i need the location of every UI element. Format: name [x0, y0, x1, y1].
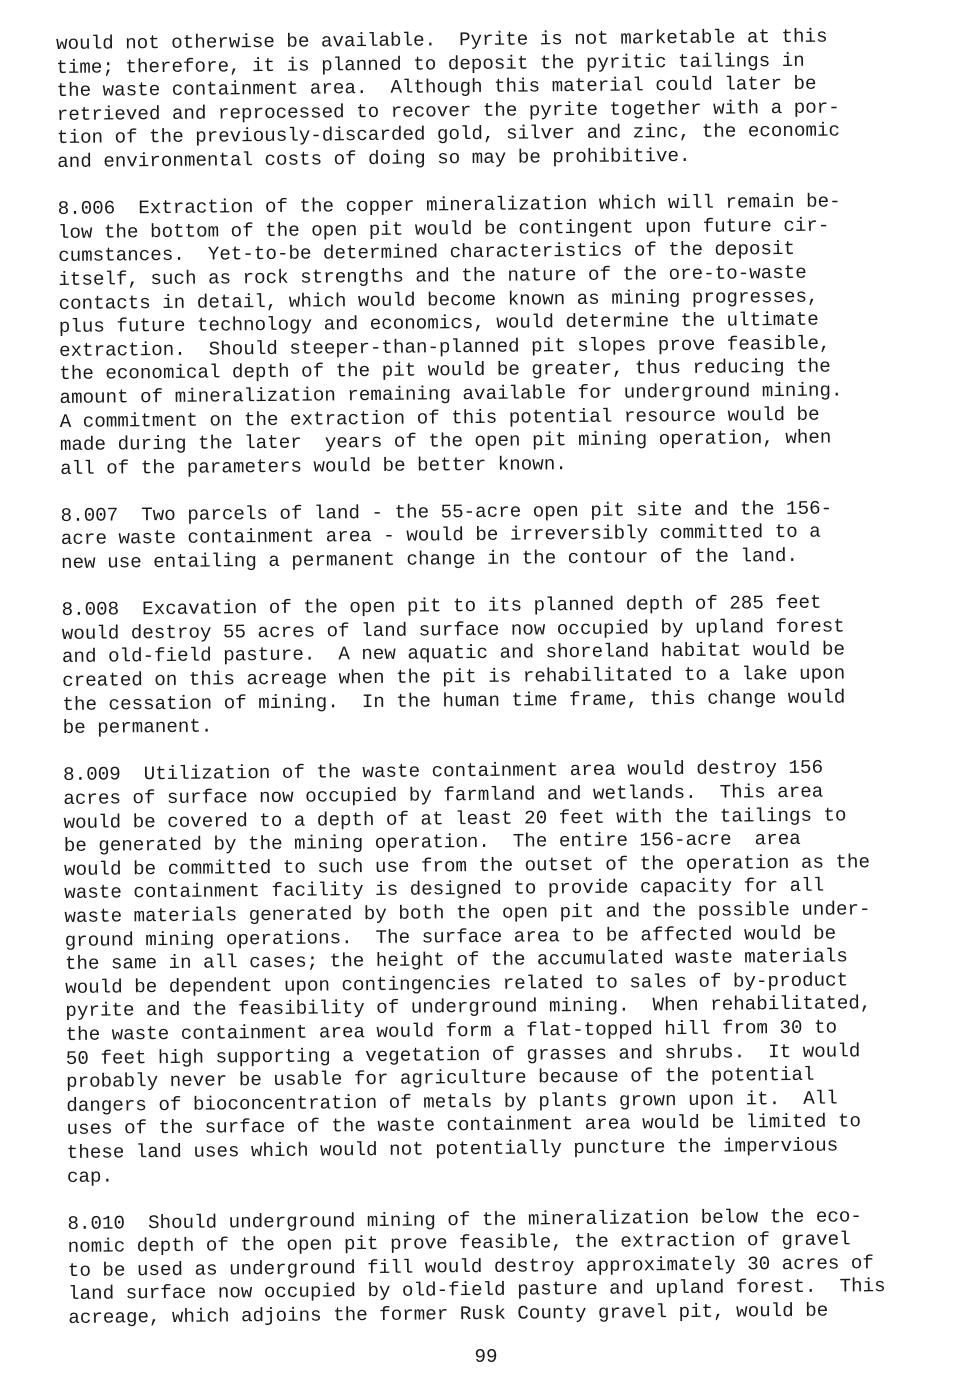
text-line: would be covered to a depth of at least 20 feet with the tailings to	[63, 804, 847, 834]
text-line: probably never be usable for agriculture because of the potential	[65, 1063, 815, 1094]
text-line: dangers of bioconcentration of metals by plants grown upon it. All	[66, 1087, 838, 1117]
text-line: would destroy 55 acres of land surface now occupied by upland forest	[61, 615, 845, 645]
text-line: 50 feet high supporting a vegetation of grasses and shrubs. It would	[65, 1039, 861, 1070]
text-line: cap.	[66, 1165, 114, 1188]
text-line: nomic depth of the open pit prove feasible, the extraction of gravel	[67, 1228, 851, 1259]
text-line: A commitment on the extraction of this potential resource would be	[59, 403, 820, 433]
text-line: to be used as underground fill would destroy approximately 30 acres of	[67, 1252, 874, 1282]
text-line: time; therefore, it is planned to deposit the pyritic tailings in	[56, 49, 805, 79]
text-line: would be committed to such use from the outset of the operation as the	[63, 851, 871, 881]
text-line: acreage, which adjoins the former Rusk County gravel pit, would be	[68, 1299, 829, 1330]
text-line: the economical depth of the pit would be greater, thus reducing the	[59, 355, 831, 386]
text-line: ground mining operations. The surface area to be affected would be	[64, 922, 837, 952]
text-line: the cessation of mining. In the human time frame, this change would	[62, 686, 846, 716]
text-line: all of the parameters would be better known.	[60, 452, 567, 480]
text-line: acre waste containment area - would be irreversibly committed to a	[60, 521, 821, 551]
text-line: 8.007 Two parcels of land - the 55-acre open pit site and the 156-	[60, 497, 833, 527]
text-line: these land uses which would not potentially puncture the impervious	[66, 1134, 839, 1164]
text-line: 8.008 Excavation of the open pit to its planned depth of 285 feet	[61, 591, 822, 622]
text-line: the same in all cases; the height of the accumulated waste materials	[64, 945, 848, 976]
page-number: 99	[474, 1346, 498, 1368]
paragraph-8-007	[61, 497, 892, 576]
paragraph-8-009	[63, 756, 897, 1189]
body-text	[56, 25, 899, 1354]
text-line: made during the later years of the open pit mining operation, when	[59, 426, 832, 457]
text-line: new use entailing a permanent change in the contour of the land.	[60, 544, 799, 575]
paragraph-8-008	[61, 591, 892, 741]
text-line: amount of mineralization remaining available for underground mining.	[59, 379, 843, 409]
text-line: land surface now occupied by old-field pasture and upland forest. This	[68, 1275, 886, 1306]
paragraph-continuation	[56, 25, 887, 175]
text-line: low the bottom of the open pit would be contingent upon future cir-	[57, 214, 830, 244]
text-line: acres of surface now occupied by farmland and wetlands. This area	[63, 780, 824, 810]
text-line: would be dependent upon contingencies related to sales of by-product	[65, 969, 849, 999]
text-line: the waste containment area would form a flat-topped hill from 30 to	[65, 1016, 838, 1046]
text-line: 8.006 Extraction of the copper mineralization which will remain be-	[57, 190, 841, 221]
text-line: and old-field pasture. A new aquatic and shoreland habitat would be	[61, 638, 846, 669]
text-line: uses of the surface of the waste containment area would be limited to	[66, 1110, 862, 1141]
paragraph-8-010	[67, 1205, 898, 1331]
text-line: itself, such as rock strengths and the nature of the ore-to-waste	[58, 261, 807, 291]
text-line: be generated by the mining operation. The entire 156-acre area	[63, 828, 801, 858]
text-line: cumstances. Yet-to-be determined characteristics of the deposit	[58, 238, 796, 268]
text-line: plus future technology and economics, would determine the ultimate	[58, 308, 819, 339]
text-line: waste containment facility is designed to provide capacity for all	[64, 875, 825, 905]
text-line: contacts in detail, which would become known as mining progresses,	[58, 285, 819, 315]
text-line: the waste containment area. Although this material could later be	[56, 72, 817, 103]
text-line: would not otherwise be available. Pyrite is not marketable at this	[56, 25, 828, 55]
text-line: be permanent.	[62, 715, 213, 740]
text-line: and environmental costs of doing so may be prohibitive.	[57, 144, 691, 173]
text-line: 8.010 Should underground mining of the mineralization below the eco-	[67, 1205, 862, 1235]
text-line: created on this acreage when the pit is rehabilitated to a lake upon	[62, 662, 846, 693]
text-line: waste materials generated by both the open pit and the possible under-	[64, 898, 871, 928]
text-line: tion of the previously-discarded gold, silver and zinc, the economic	[56, 119, 841, 150]
text-line: pyrite and the feasibility of underground mining. When rehabilitated,	[65, 992, 872, 1023]
text-line: retrieved and reprocessed to recover the pyrite together with a por-	[56, 96, 840, 126]
text-line: 8.009 Utilization of the waste containment area would destroy 156	[63, 757, 824, 787]
paragraph-8-006	[58, 190, 891, 481]
text-line: extraction. Should steeper-than-planned pit slopes prove feasible,	[58, 332, 831, 362]
